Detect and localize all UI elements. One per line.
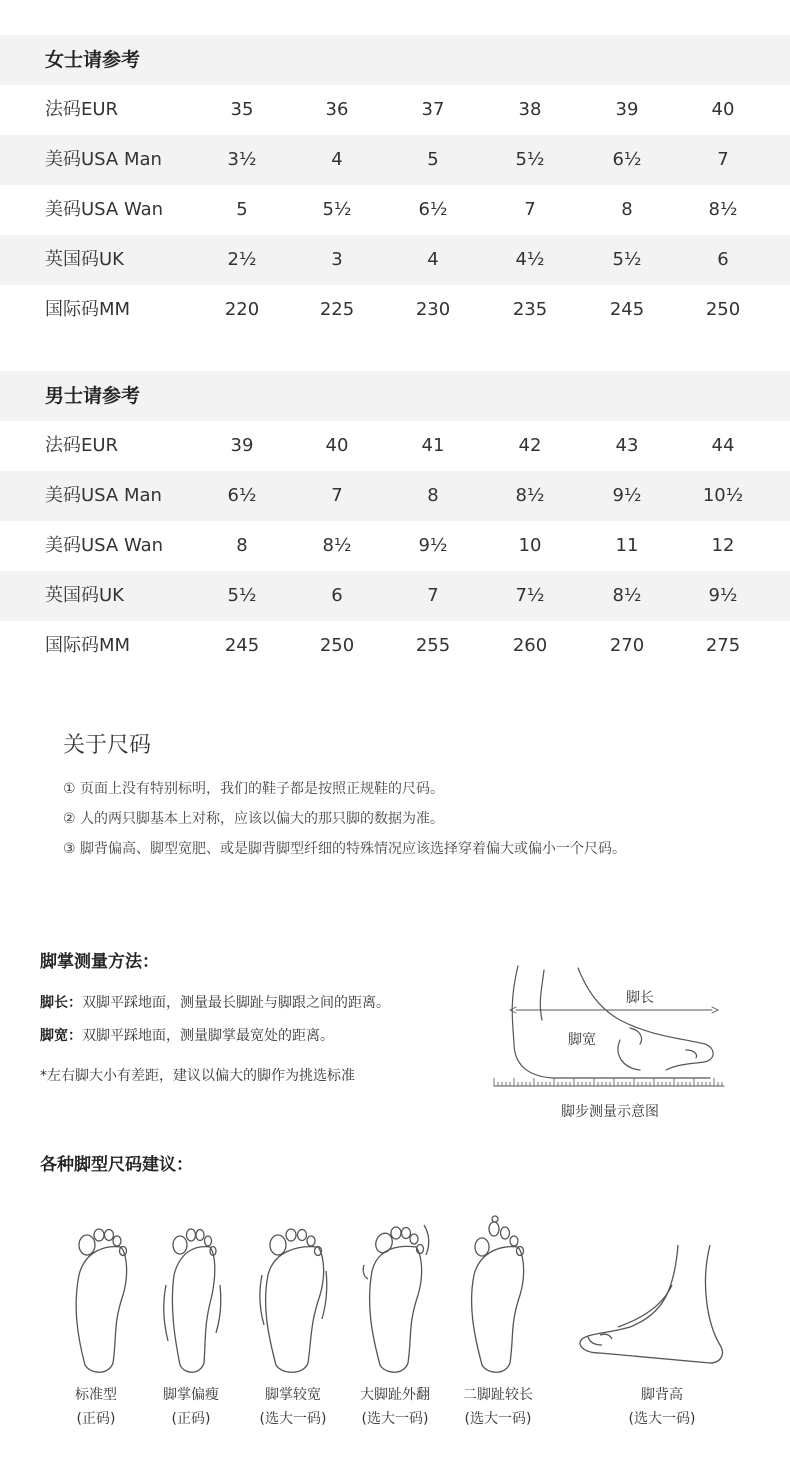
row-label: 英国码UK — [45, 585, 124, 606]
table-cell: 7 — [331, 485, 343, 506]
table-row — [0, 571, 790, 621]
foot-type-advice: (正码) — [171, 1411, 211, 1427]
table-cell: 5½ — [322, 199, 352, 220]
foot-bunion-icon — [360, 1215, 432, 1375]
table-cell: 3 — [331, 249, 343, 270]
table-cell: 41 — [421, 435, 445, 456]
table-cell: 230 — [415, 299, 451, 320]
men-table-title: 男士请参考 — [0, 371, 790, 421]
table-cell: 44 — [711, 435, 735, 456]
table-cell: 8½ — [708, 199, 738, 220]
table-cell: 6½ — [227, 485, 257, 506]
table-cell: 4 — [331, 149, 343, 170]
foot-standard-icon — [65, 1215, 135, 1375]
men-size-table — [0, 371, 790, 671]
measure-title: 脚掌测量方法： — [40, 952, 159, 972]
table-cell: 12 — [711, 535, 735, 556]
table-row — [0, 621, 790, 671]
table-cell: 6 — [717, 249, 729, 270]
row-label: 法码EUR — [45, 99, 119, 120]
table-cell: 5½ — [515, 149, 545, 170]
diagram-caption: 脚步测量示意图 — [561, 1104, 659, 1120]
about-size-title: 关于尺码 — [63, 733, 152, 758]
measure-width-text: 双脚平踩地面，测量脚掌最宽处的距离。 — [82, 1028, 334, 1044]
measure-note: *左右脚大小有差距，建议以偏大的脚作为挑选标准 — [40, 1068, 355, 1084]
foot-type-name: 脚背高 — [641, 1387, 683, 1403]
table-cell: 250 — [319, 635, 355, 656]
table-cell: 7 — [427, 585, 439, 606]
row-label: 英国码UK — [45, 249, 124, 270]
table-cell: 8 — [621, 199, 633, 220]
table-cell: 39 — [230, 435, 254, 456]
table-cell: 5½ — [612, 249, 642, 270]
table-cell: 7½ — [515, 585, 545, 606]
table-cell: 255 — [415, 635, 451, 656]
table-cell: 5 — [236, 199, 248, 220]
table-row — [0, 135, 790, 185]
diagram-length-label: 脚长 — [626, 990, 654, 1006]
table-row — [0, 185, 790, 235]
about-note: ③ 脚背偏高、脚型宽肥、或是脚背脚型纤细的特殊情况应该选择穿着偏大或偏小一个尺码。 — [63, 841, 626, 857]
row-label: 美码USA Man — [45, 485, 162, 506]
table-cell: 40 — [325, 435, 349, 456]
table-cell: 40 — [711, 99, 735, 120]
table-cell: 5 — [427, 149, 439, 170]
table-cell: 39 — [615, 99, 639, 120]
row-label: 美码USA Wan — [45, 535, 164, 556]
table-cell: 4 — [427, 249, 439, 270]
table-cell: 36 — [325, 99, 349, 120]
foot-wide-icon — [258, 1215, 330, 1375]
foot-high-instep-icon — [570, 1215, 730, 1375]
measure-length-line — [40, 992, 390, 1012]
table-cell: 8 — [236, 535, 248, 556]
diagram-width-label: 脚宽 — [568, 1032, 596, 1048]
women-size-table — [0, 35, 790, 335]
measure-width-line — [40, 1025, 334, 1045]
foot-type-name: 标准型 — [75, 1387, 117, 1403]
table-row — [0, 471, 790, 521]
table-cell: 37 — [421, 99, 445, 120]
table-cell: 6 — [331, 585, 343, 606]
table-cell: 9½ — [612, 485, 642, 506]
women-table-title: 女士请参考 — [0, 35, 790, 85]
table-row — [0, 285, 790, 335]
foot-type-advice: (选大一码) — [361, 1411, 429, 1427]
table-cell: 11 — [615, 535, 639, 556]
foot-measure-diagram — [490, 958, 730, 1098]
measure-width-label: 脚宽： — [40, 1028, 82, 1044]
row-label: 美码USA Man — [45, 149, 162, 170]
table-cell: 260 — [512, 635, 548, 656]
table-cell: 275 — [705, 635, 741, 656]
table-cell: 245 — [224, 635, 260, 656]
table-cell: 3½ — [227, 149, 257, 170]
foot-thin-icon — [158, 1215, 228, 1375]
table-cell: 9½ — [418, 535, 448, 556]
measure-length-label: 脚长： — [40, 995, 82, 1011]
table-cell: 235 — [512, 299, 548, 320]
table-cell: 270 — [609, 635, 645, 656]
table-cell: 7 — [524, 199, 536, 220]
foot-type-name: 二脚趾较长 — [463, 1387, 533, 1403]
measure-length-text: 双脚平踩地面，测量最长脚趾与脚跟之间的距离。 — [82, 995, 390, 1011]
row-label: 国际码MM — [45, 635, 131, 656]
table-cell: 4½ — [515, 249, 545, 270]
ruler-icon — [494, 1078, 722, 1086]
table-cell: 10 — [518, 535, 542, 556]
table-cell: 35 — [230, 99, 254, 120]
table-cell: 6½ — [418, 199, 448, 220]
foot-long-second-toe-icon — [462, 1215, 534, 1375]
table-row — [0, 85, 790, 135]
foot-types-title: 各种脚型尺码建议： — [40, 1155, 193, 1175]
table-cell: 2½ — [227, 249, 257, 270]
table-row — [0, 521, 790, 571]
foot-type-name: 脚掌偏瘦 — [163, 1387, 219, 1403]
table-cell: 6½ — [612, 149, 642, 170]
table-row — [0, 421, 790, 471]
about-note: ① 页面上没有特别标明，我们的鞋子都是按照正规鞋的尺码。 — [63, 781, 444, 797]
table-cell: 5½ — [227, 585, 257, 606]
foot-type-name: 脚掌较宽 — [265, 1387, 321, 1403]
table-row — [0, 235, 790, 285]
foot-type-name: 大脚趾外翻 — [360, 1387, 430, 1403]
table-cell: 8½ — [612, 585, 642, 606]
table-cell: 10½ — [702, 485, 744, 506]
row-label: 法码EUR — [45, 435, 119, 456]
row-label: 美码USA Wan — [45, 199, 164, 220]
foot-type-advice: (正码) — [76, 1411, 116, 1427]
table-cell: 38 — [518, 99, 542, 120]
table-cell: 220 — [224, 299, 260, 320]
table-cell: 42 — [518, 435, 542, 456]
about-note: ② 人的两只脚基本上对称，应该以偏大的那只脚的数据为准。 — [63, 811, 444, 827]
table-cell: 8½ — [515, 485, 545, 506]
table-cell: 225 — [319, 299, 355, 320]
table-cell: 8½ — [322, 535, 352, 556]
row-label: 国际码MM — [45, 299, 131, 320]
table-cell: 8 — [427, 485, 439, 506]
foot-type-advice: (选大一码) — [628, 1411, 696, 1427]
table-cell: 245 — [609, 299, 645, 320]
foot-type-advice: (选大一码) — [464, 1411, 532, 1427]
table-cell: 9½ — [708, 585, 738, 606]
table-cell: 43 — [615, 435, 639, 456]
foot-type-advice: (选大一码) — [259, 1411, 327, 1427]
table-cell: 250 — [705, 299, 741, 320]
table-cell: 7 — [717, 149, 729, 170]
